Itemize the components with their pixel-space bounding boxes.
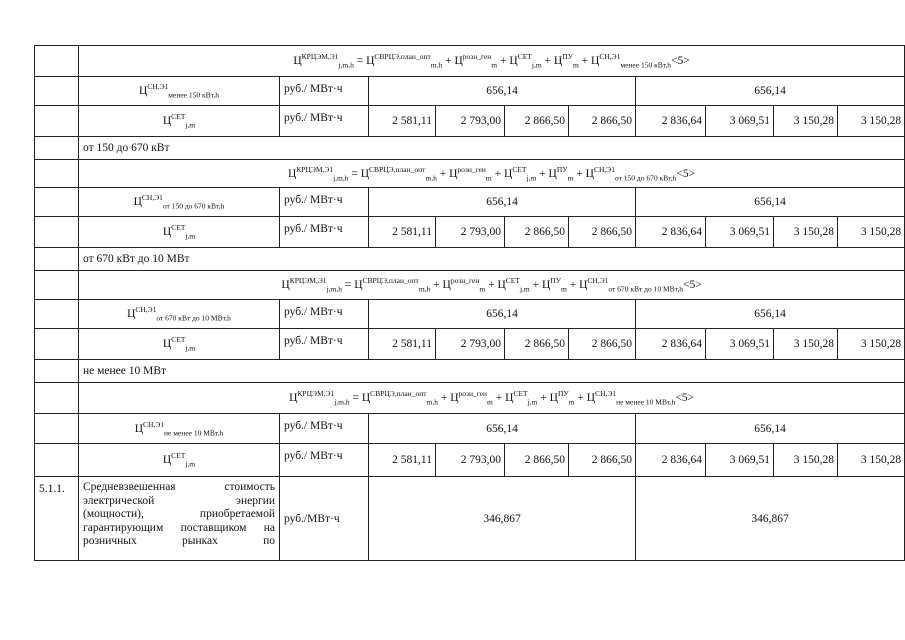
set-value: 2 836,64 [636, 106, 706, 137]
sn-rate-row [35, 414, 905, 444]
formula: $Ц^{КРЦЭМ,Э1}_{j,m,h} = Ц^{СВРЦЭ,план\_опт}_{m,h} + Ц^{розн\_ген}_m + Ц^{СЕТ}_{j,m} + Ц^{ПУ}_m + Ц^{СН,Э1}_{не менее 10 МВт,h}<5>$ [79, 383, 905, 414]
item-number: 5.1.1. [35, 477, 79, 561]
variable-name: $Ц^{СН,Э1}_{от 670 кВт до 10 МВт,h}$ [79, 300, 280, 329]
rate-value: 656,14 [636, 77, 905, 106]
set-value: 3 150,28 [838, 329, 905, 360]
tariff-table [34, 45, 905, 561]
set-value: 2 793,00 [436, 106, 505, 137]
section-label: от 150 до 670 кВт [79, 137, 905, 160]
set-value: 3 150,28 [774, 444, 838, 477]
unit: руб./ МВт·ч [280, 217, 369, 248]
set-value: 3 069,51 [706, 106, 774, 137]
set-value: 2 793,00 [436, 329, 505, 360]
set-rate-row [35, 329, 905, 360]
rate-value: 656,14 [369, 414, 636, 444]
formula-row [35, 271, 905, 300]
set-value: 2 866,50 [569, 106, 636, 137]
set-value: 3 150,28 [838, 106, 905, 137]
set-value: 2 793,00 [436, 217, 505, 248]
set-value: 2 581,11 [369, 106, 436, 137]
formula-row [35, 46, 905, 77]
variable-name: $Ц^{СЕТ}_{j,m}$ [79, 329, 280, 360]
unit: руб./ МВт·ч [280, 77, 369, 106]
set-value: 2 581,11 [369, 217, 436, 248]
set-value: 3 150,28 [774, 329, 838, 360]
variable-name: $Ц^{СЕТ}_{j,m}$ [79, 444, 280, 477]
set-value: 2 836,64 [636, 217, 706, 248]
set-value: 3 069,51 [706, 444, 774, 477]
formula: $Ц^{КРЦЭМ,Э1}_{j,m,h} = Ц^{СВРЦЭ,план\_опт}_{m,h} + Ц^{розн\_ген}_m + Ц^{СЕТ}_{j,m} + Ц^{ПУ}_m + Ц^{СН,Э1}_{менее 150 кВт,h}<5>$ [79, 46, 905, 77]
section-header-row [35, 360, 905, 383]
set-value: 3 150,28 [838, 444, 905, 477]
number-cell [35, 46, 79, 77]
section-header-row [35, 137, 905, 160]
set-value: 3 150,28 [774, 106, 838, 137]
formula: $Ц^{КРЦЭМ,Э1}_{j,m,h} = Ц^{СВРЦЭ,план\_опт}_{m,h} + Ц^{розн\_ген}_m + Ц^{СЕТ}_{j,m} + Ц^{ПУ}_m + Ц^{СН,Э1}_{от 670 кВт до 10 МВт,h}<5>$ [79, 271, 905, 300]
rate-value: 656,14 [369, 300, 636, 329]
sn-rate-row [35, 300, 905, 329]
set-value: 2 836,64 [636, 444, 706, 477]
variable-name: $Ц^{СЕТ}_{j,m}$ [79, 106, 280, 137]
set-value: 3 069,51 [706, 329, 774, 360]
set-value: 2 866,50 [569, 444, 636, 477]
set-value: 2 866,50 [505, 329, 569, 360]
set-value: 2 581,11 [369, 329, 436, 360]
item-value: 346,867 [369, 477, 636, 561]
set-value: 2 866,50 [505, 217, 569, 248]
variable-name: $Ц^{СН,Э1}_{менее 150 кВт,h}$ [79, 77, 280, 106]
set-value: 2 866,50 [505, 444, 569, 477]
variable-name: $Ц^{СЕТ}_{j,m}$ [79, 217, 280, 248]
unit: руб./ МВт·ч [280, 329, 369, 360]
set-rate-row [35, 444, 905, 477]
formula-row [35, 160, 905, 188]
set-value: 2 836,64 [636, 329, 706, 360]
unit: руб./ МВт·ч [280, 444, 369, 477]
section-label: от 670 кВт до 10 МВт [79, 248, 905, 271]
rate-value: 656,14 [369, 77, 636, 106]
set-value: 2 866,50 [505, 106, 569, 137]
unit: руб./МВт·ч [280, 477, 369, 561]
set-rate-row [35, 217, 905, 248]
item-value: 346,867 [636, 477, 905, 561]
rate-value: 656,14 [636, 188, 905, 217]
set-value: 2 866,50 [569, 217, 636, 248]
section-header-row [35, 248, 905, 271]
rate-value: 656,14 [369, 188, 636, 217]
variable-name: $Ц^{СН,Э1}_{не менее 10 МВт,h}$ [79, 414, 280, 444]
set-value: 3 150,28 [838, 217, 905, 248]
unit: руб./ МВт·ч [280, 106, 369, 137]
set-value: 2 793,00 [436, 444, 505, 477]
set-value: 2 581,11 [369, 444, 436, 477]
item-row [35, 477, 905, 561]
sn-rate-row [35, 77, 905, 106]
set-value: 2 866,50 [569, 329, 636, 360]
rate-value: 656,14 [636, 300, 905, 329]
set-value: 3 150,28 [774, 217, 838, 248]
unit: руб./ МВт·ч [280, 188, 369, 217]
set-rate-row [35, 106, 905, 137]
unit: руб./ МВт·ч [280, 414, 369, 444]
variable-name: $Ц^{СН,Э1}_{от 150 до 670 кВт,h}$ [79, 188, 280, 217]
formula-row [35, 383, 905, 414]
item-description: Средневзвешенная стоимость электрической энергии (мощности), приобретаемой гарантирующим поставщиком на розничных рынках по [79, 477, 280, 561]
unit: руб./ МВт·ч [280, 300, 369, 329]
section-label: не менее 10 МВт [79, 360, 905, 383]
rate-value: 656,14 [636, 414, 905, 444]
formula: $Ц^{КРЦЭМ,Э1}_{j,m,h} = Ц^{СВРЦЭ,план\_опт}_{m,h} + Ц^{розн\_ген}_m + Ц^{СЕТ}_{j,m} + Ц^{ПУ}_m + Ц^{СН,Э1}_{от 150 до 670 кВт,h}<5>$ [79, 160, 905, 188]
sn-rate-row [35, 188, 905, 217]
set-value: 3 069,51 [706, 217, 774, 248]
